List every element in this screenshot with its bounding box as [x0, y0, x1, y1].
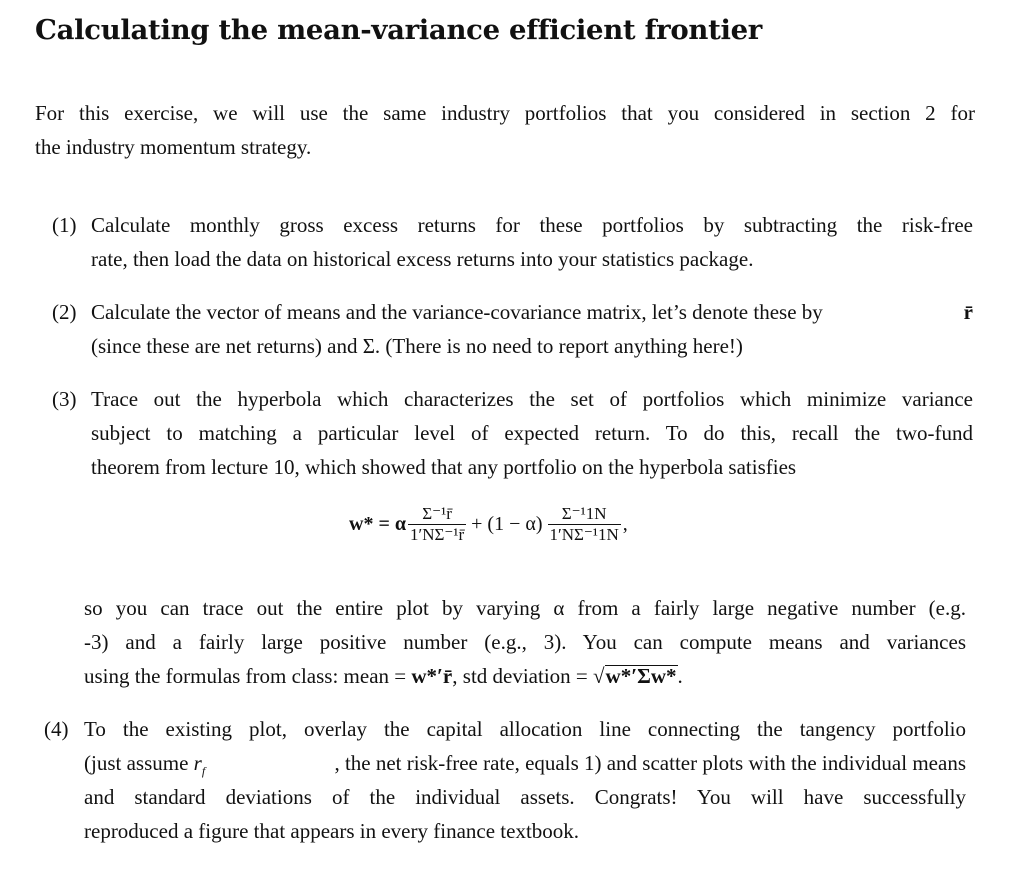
item-3-after-2: -3) and a fairly large positive number (e.g., 3). You can compute means and variances — [84, 630, 966, 654]
formula-fraction-1 — [408, 504, 466, 545]
item-4-line-2-start — [84, 746, 205, 780]
item-3-after-3b: w*′r̄ — [411, 664, 453, 688]
item-3-line-3: theorem from lecture 10, which showed that any portfolio on the hyperbola satisfies — [91, 455, 797, 479]
item-1-text — [91, 208, 973, 276]
item-3-text — [91, 382, 973, 484]
item-3-number: (3) — [52, 387, 77, 411]
formula-fraction-2 — [548, 504, 621, 545]
item-4-line-2d: , the net risk-free rate, equals 1) and scatter plots with the individual means — [334, 751, 966, 775]
item-4-line-1: To the existing plot, overlay the capital allocation line connecting the tangency portfolio — [84, 717, 966, 741]
item-1-number: (1) — [52, 213, 77, 237]
formula-lhs: w* = α — [349, 513, 407, 535]
formula-middle: + (1 − α) — [471, 513, 543, 535]
item-2-line-2: (since these are net returns) and Σ. (There is no need to report anything here!) — [91, 334, 743, 358]
item-3-after-3c: , std deviation = √ — [452, 664, 605, 688]
item-2-text — [91, 295, 973, 363]
page-title: Calculating the mean-variance efficient frontier — [35, 14, 762, 46]
item-4-line-2b: r — [193, 751, 202, 775]
item-1-line-1: Calculate monthly gross excess returns for these portfolios by subtracting the risk-free — [91, 213, 973, 237]
intro-paragraph — [35, 96, 975, 164]
formula-fraction-1-denominator: 1′NΣ⁻¹r̄ — [410, 525, 465, 544]
formula-fraction-2-numerator: Σ⁻¹1N — [561, 504, 607, 523]
item-3-after-3e: . — [677, 664, 683, 688]
item-4-number: (4) — [44, 717, 69, 741]
item-3-continuation — [84, 591, 966, 693]
item-3-line-1: Trace out the hyperbola which characterizes the set of portfolios which minimize variance — [91, 387, 973, 411]
item-4-line-2 — [84, 746, 966, 780]
item-4-line-2c: f — [201, 764, 206, 779]
item-3-after-3 — [84, 659, 966, 693]
formula-tail: , — [622, 513, 628, 535]
item-1-line-2: rate, then load the data on historical excess returns into your statistics package. — [91, 247, 754, 271]
formula-fraction-1-numerator: Σ⁻¹r̄ — [422, 504, 452, 523]
item-3-line-2: subject to matching a particular level of expected return. To do this, recall the two-fund — [91, 421, 973, 445]
item-4-line-2a: (just assume — [84, 751, 194, 775]
item-4-line-3: and standard deviations of the individual assets. Congrats! You will have successfully — [84, 785, 966, 809]
item-4-line-4: reproduced a figure that appears in every finance textbook. — [84, 819, 580, 843]
intro-line-1: For this exercise, we will use the same industry portfolios that you considered in section 2 for — [35, 101, 975, 125]
item-2-number: (2) — [52, 300, 77, 324]
item-4-text — [84, 712, 966, 848]
intro-line-2: the industry momentum strategy. — [35, 135, 312, 159]
item-3-after-1: so you can trace out the entire plot by varying α from a fairly large negative number (e.g. — [84, 596, 966, 620]
item-2-rbar: r̄ — [963, 300, 973, 324]
two-fund-formula — [349, 504, 628, 545]
item-2-line-1: Calculate the vector of means and the variance-covariance matrix, let’s denote these by — [91, 300, 823, 324]
item-2-line-1-wrap — [91, 295, 973, 329]
item-3-after-3a: using the formulas from class: mean = — [84, 664, 412, 688]
item-3-after-3d: w*′Σw* — [605, 664, 677, 688]
formula-fraction-2-denominator: 1′NΣ⁻¹1N — [549, 525, 619, 544]
